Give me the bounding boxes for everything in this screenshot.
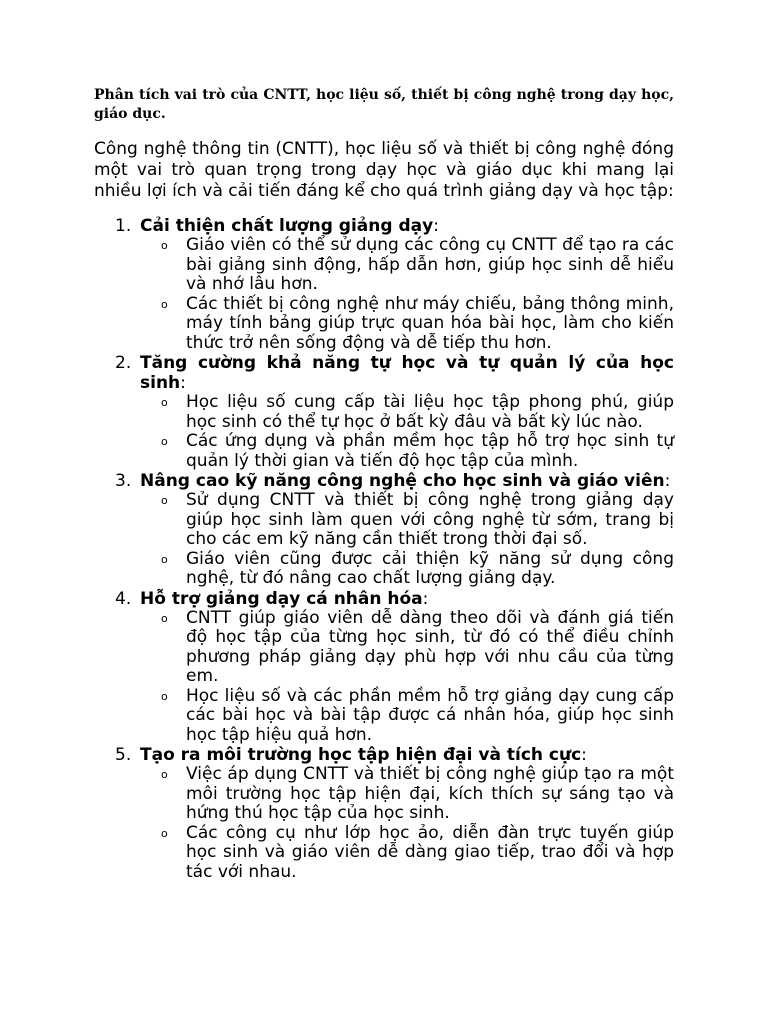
- bullet-icon: o: [161, 297, 168, 311]
- section-heading: Hỗ trợ giảng dạy cá nhân hóa: [140, 588, 423, 609]
- section-list: [94, 216, 674, 882]
- point-item: [140, 824, 674, 883]
- heading-colon: :: [664, 471, 671, 491]
- point-item: [140, 295, 674, 354]
- point-list: [140, 765, 674, 882]
- section-item: [94, 353, 674, 471]
- section-heading-line: [140, 216, 674, 236]
- section-heading: Tạo ra môi trường học tập hiện đại và tích cực: [140, 745, 582, 765]
- point-item: [140, 687, 674, 746]
- point-item: [140, 550, 674, 589]
- point-list: [140, 393, 674, 471]
- point-text: Học liệu số và các phần mềm hỗ trợ giảng dạy cung cấp các bài học và bài tập được cá nhân hóa, giúp học sinh học tập hiệu quả hơn.: [186, 685, 674, 745]
- heading-colon: :: [180, 373, 186, 393]
- section-heading-line: [140, 745, 674, 765]
- section-heading: Tăng cường khả năng tự học và tự quản lý của học sinh: [140, 353, 674, 393]
- point-item: [140, 432, 674, 471]
- point-text: CNTT giúp giáo viên dễ dàng theo dõi và đánh giá tiến độ học tập của từng học sinh, từ đó có thể điều chỉnh phương pháp giảng dạy phù hợp với nhu cầu của từng em.: [186, 607, 674, 686]
- point-text: Các thiết bị công nghệ như máy chiếu, bảng thông minh, máy tính bảng giúp trực quan hóa bài học, làm cho kiến thức trở nên sống động và dễ tiếp thu hơn.: [186, 293, 674, 353]
- section-item: [94, 216, 674, 353]
- point-text: Học liệu số cung cấp tài liệu học tập phong phú, giúp học sinh có thể tự học ở bất kỳ đâu và bất kỳ lúc nào.: [186, 392, 674, 432]
- section-heading-line: [140, 471, 674, 491]
- point-list: [140, 236, 674, 353]
- point-text: Giáo viên cũng được cải thiện kỹ năng sử dụng công nghệ, từ đó nâng cao chất lượng giảng dạy.: [186, 548, 674, 588]
- bullet-icon: o: [161, 768, 168, 781]
- document-page: [94, 86, 674, 882]
- point-text: Sử dụng CNTT và thiết bị công nghệ trong giảng dạy giúp học sinh làm quen với công nghệ từ sớm, trang bị cho các em kỹ năng cần thiết trong thời đại số.: [186, 490, 674, 549]
- point-text: Các ứng dụng và phần mềm học tập hỗ trợ học sinh tự quản lý thời gian và tiến độ học tập của mình.: [186, 431, 674, 471]
- section-item: [94, 745, 674, 882]
- point-text: Việc áp dụng CNTT và thiết bị công nghệ giúp tạo ra một môi trường học tập hiện đại, kích thích sự sáng tạo và hứng thú học tập của học sinh.: [186, 764, 674, 823]
- heading-colon: :: [433, 216, 439, 236]
- bullet-icon: o: [161, 552, 168, 566]
- document-title: Phân tích vai trò của CNTT, học liệu số, thiết bị công nghệ trong dạy học, giáo dục.: [94, 87, 674, 122]
- bullet-icon: o: [161, 689, 168, 703]
- point-text: Giáo viên có thể sử dụng các công cụ CNTT để tạo ra các bài giảng sinh động, hấp dẫn hơn, giúp học sinh dễ hiểu và nhớ lâu hơn.: [186, 235, 674, 294]
- section-heading-line: [140, 353, 674, 393]
- point-text: Các công cụ như lớp học ảo, diễn đàn trực tuyến giúp học sinh và giáo viên dễ dàng giao tiếp, trao đổi và hợp tác với nhau.: [186, 822, 674, 882]
- heading-colon: :: [422, 588, 429, 609]
- point-item: [140, 236, 674, 295]
- intro-paragraph: Công nghệ thông tin (CNTT), học liệu số và thiết bị công nghệ đóng một vai trò quan trọng trong dạy học và giáo dục khi mang lại nhiều lợi ích và cải tiến đáng kể cho quá trình giảng dạy và học tập:: [94, 139, 674, 201]
- section-number: 4.: [115, 588, 132, 609]
- section-heading: Cải thiện chất lượng giảng dạy: [140, 216, 434, 236]
- bullet-icon: o: [161, 494, 168, 507]
- section-number: 1.: [115, 216, 132, 236]
- bullet-icon: o: [161, 396, 168, 409]
- point-list: [140, 609, 674, 746]
- section-heading: Nâng cao kỹ năng công nghệ cho học sinh và giáo viên: [140, 471, 665, 491]
- point-list: [140, 491, 674, 589]
- section-number: 2.: [115, 353, 132, 373]
- heading-colon: :: [581, 745, 587, 765]
- bullet-icon: o: [161, 239, 168, 252]
- section-item: [94, 471, 674, 589]
- section-heading-line: [140, 589, 674, 609]
- point-item: [140, 765, 674, 824]
- section-number: 3.: [115, 471, 132, 491]
- bullet-icon: o: [161, 435, 168, 448]
- bullet-icon: o: [161, 611, 168, 625]
- point-item: [140, 491, 674, 550]
- bullet-icon: o: [161, 826, 168, 840]
- point-item: [140, 393, 674, 432]
- point-item: [140, 609, 674, 687]
- section-item: [94, 589, 674, 746]
- section-number: 5.: [115, 745, 132, 765]
